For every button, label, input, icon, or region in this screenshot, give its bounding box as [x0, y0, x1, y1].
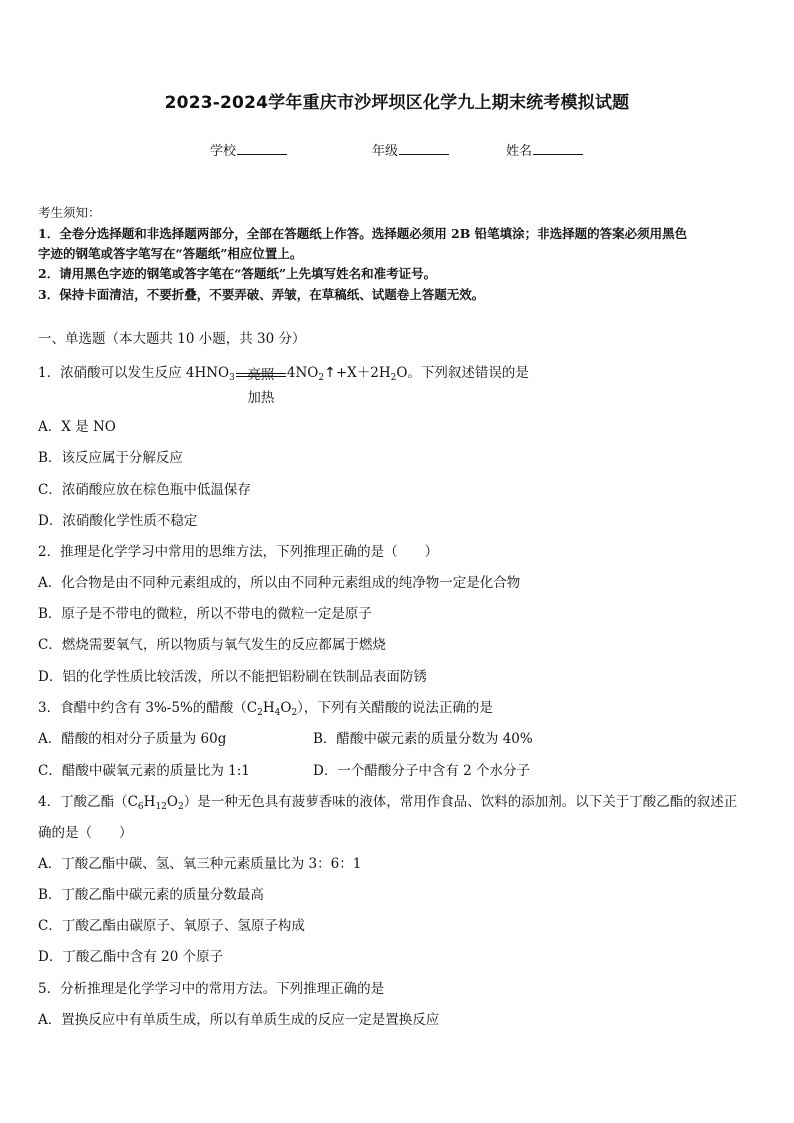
section-1-heading: 一、单选题（本大题共 10 小题，共 30 分）: [38, 331, 306, 347]
question-4-stem: [38, 790, 737, 812]
q3-sub-1: 2: [257, 708, 263, 718]
condition-bottom: 加热: [247, 389, 275, 406]
q2-option-d[interactable]: D．铝的化学性质比较活泼，所以不能把铝粉刷在铁制品表面防锈: [38, 669, 427, 685]
q4-option-c[interactable]: C．丁酸乙酯由碳原子、氧原子、氢原子构成: [38, 918, 305, 934]
name-label: 姓名: [506, 144, 533, 159]
q1-option-c[interactable]: C．浓硝酸应放在棕色瓶中低温保存: [38, 482, 251, 498]
school-label: 学校: [210, 144, 237, 159]
q3-option-c[interactable]: C．醋酸中碳氧元素的质量比为 1:1: [38, 763, 250, 779]
condition-top: 亮照: [247, 366, 275, 383]
gas-arrow-icon: ↑: [324, 365, 336, 381]
q3-h: H: [262, 700, 275, 716]
reaction-condition: [236, 354, 286, 406]
q2-option-b[interactable]: B．原子是不带电的微粒，所以不带电的微粒一定是原子: [38, 606, 372, 622]
q1-sub-h2: 2: [390, 373, 397, 383]
question-3-stem: [38, 696, 493, 718]
q1-sub-2: 2: [318, 373, 325, 383]
q3-sub-2: 4: [274, 708, 281, 718]
school-field: [210, 140, 287, 159]
school-blank[interactable]: [237, 142, 287, 155]
q2-option-a[interactable]: A．化合物是由不同种元素组成的，所以由不同种元素组成的纯净物一定是化合物: [38, 575, 521, 591]
q3-stem-post: ），下列有关醋酸的说法正确的是: [297, 700, 493, 716]
q1-option-d[interactable]: D．浓硝酸化学性质不稳定: [38, 513, 198, 529]
name-field: [506, 140, 583, 159]
q1-option-a[interactable]: A．X 是 NO: [38, 419, 116, 435]
q3-sub-3: 2: [291, 708, 298, 718]
q4-option-b[interactable]: B．丁酸乙酯中碳元素的质量分数最高: [38, 887, 264, 903]
q3-o: O: [280, 700, 292, 716]
notice-item-1-line-1: 1．全卷分选择题和非选择题两部分，全部在答题纸上作答。选择题必须用 2B 铅笔填涂；非选择题的答案必须用黑色: [38, 226, 688, 241]
q4-option-d[interactable]: D．丁酸乙酯中含有 20 个原子: [38, 949, 224, 965]
q3-stem-pre: 3．食醋中约含有 3%-5%的醋酸（C: [38, 700, 258, 716]
q4-sub-3: 2: [177, 802, 184, 812]
notice-item-3: 3．保持卡面清洁，不要折叠，不要弄破、弄皱，在草稿纸、试题卷上答题无效。: [38, 287, 485, 302]
q1-product-o: O: [396, 365, 408, 381]
q1-product-1: 4NO: [286, 365, 319, 381]
q4-stem-pre: 4．丁酸乙酯（C: [38, 794, 138, 810]
notice-heading: 考生须知：: [38, 205, 101, 220]
q4-stem-line-2: 确的是（ ）: [38, 825, 133, 841]
q4-option-a[interactable]: A．丁酸乙酯中碳、氢、氧三种元素质量比为 3：6：1: [38, 856, 362, 872]
q1-stem-pre: 1．浓硝酸可以发生反应 4HNO: [38, 365, 230, 381]
notice-item-1-line-2: 字迹的钢笔或答字笔写在“答题纸”相应位置上。: [38, 246, 303, 261]
q1-sub: 3: [229, 373, 235, 383]
page-title: 2023-2024学年重庆市沙坪坝区化学九上期末统考模拟试题: [164, 93, 630, 113]
q5-option-a[interactable]: A．置换反应中有单质生成，所以有单质生成的反应一定是置换反应: [38, 1012, 440, 1028]
grade-field: [372, 140, 449, 159]
question-5-stem: 5．分析推理是化学学习中的常用方法。下列推理正确的是: [38, 981, 385, 997]
name-blank[interactable]: [533, 142, 583, 155]
q4-sub-1: 6: [137, 802, 144, 812]
q1-stem-post: 。下列叙述错误的是: [407, 365, 529, 381]
q4-sub-2: 12: [155, 802, 167, 812]
question-1-stem: [38, 352, 529, 406]
grade-blank[interactable]: [399, 142, 449, 155]
q1-option-b[interactable]: B．该反应属于分解反应: [38, 450, 183, 466]
q3-option-d[interactable]: D．一个醋酸分子中含有 2 个水分子: [313, 763, 530, 779]
q4-h: H: [143, 794, 156, 810]
q3-option-a[interactable]: A．醋酸的相对分子质量为 60g: [38, 731, 227, 747]
q4-stem-post: ）是一种无色具有菠萝香味的液体，常用作食品、饮料的添加剂。以下关于丁酸乙酯的叙述正: [183, 794, 738, 810]
question-2-stem: 2．推理是化学学习中常用的思维方法，下列推理正确的是（ ）: [38, 544, 439, 560]
q1-product-rest: +X＋2H: [335, 365, 391, 381]
grade-label: 年级: [372, 144, 399, 159]
q2-option-c[interactable]: C．燃烧需要氧气，所以物质与氧气发生的反应都属于燃烧: [38, 637, 386, 653]
q4-o: O: [166, 794, 178, 810]
notice-item-2: 2．请用黑色字迹的钢笔或答字笔在“答题纸”上先填写姓名和准考证号。: [38, 266, 437, 281]
q3-option-b[interactable]: B．醋酸中碳元素的质量分数为 40%: [313, 731, 533, 747]
